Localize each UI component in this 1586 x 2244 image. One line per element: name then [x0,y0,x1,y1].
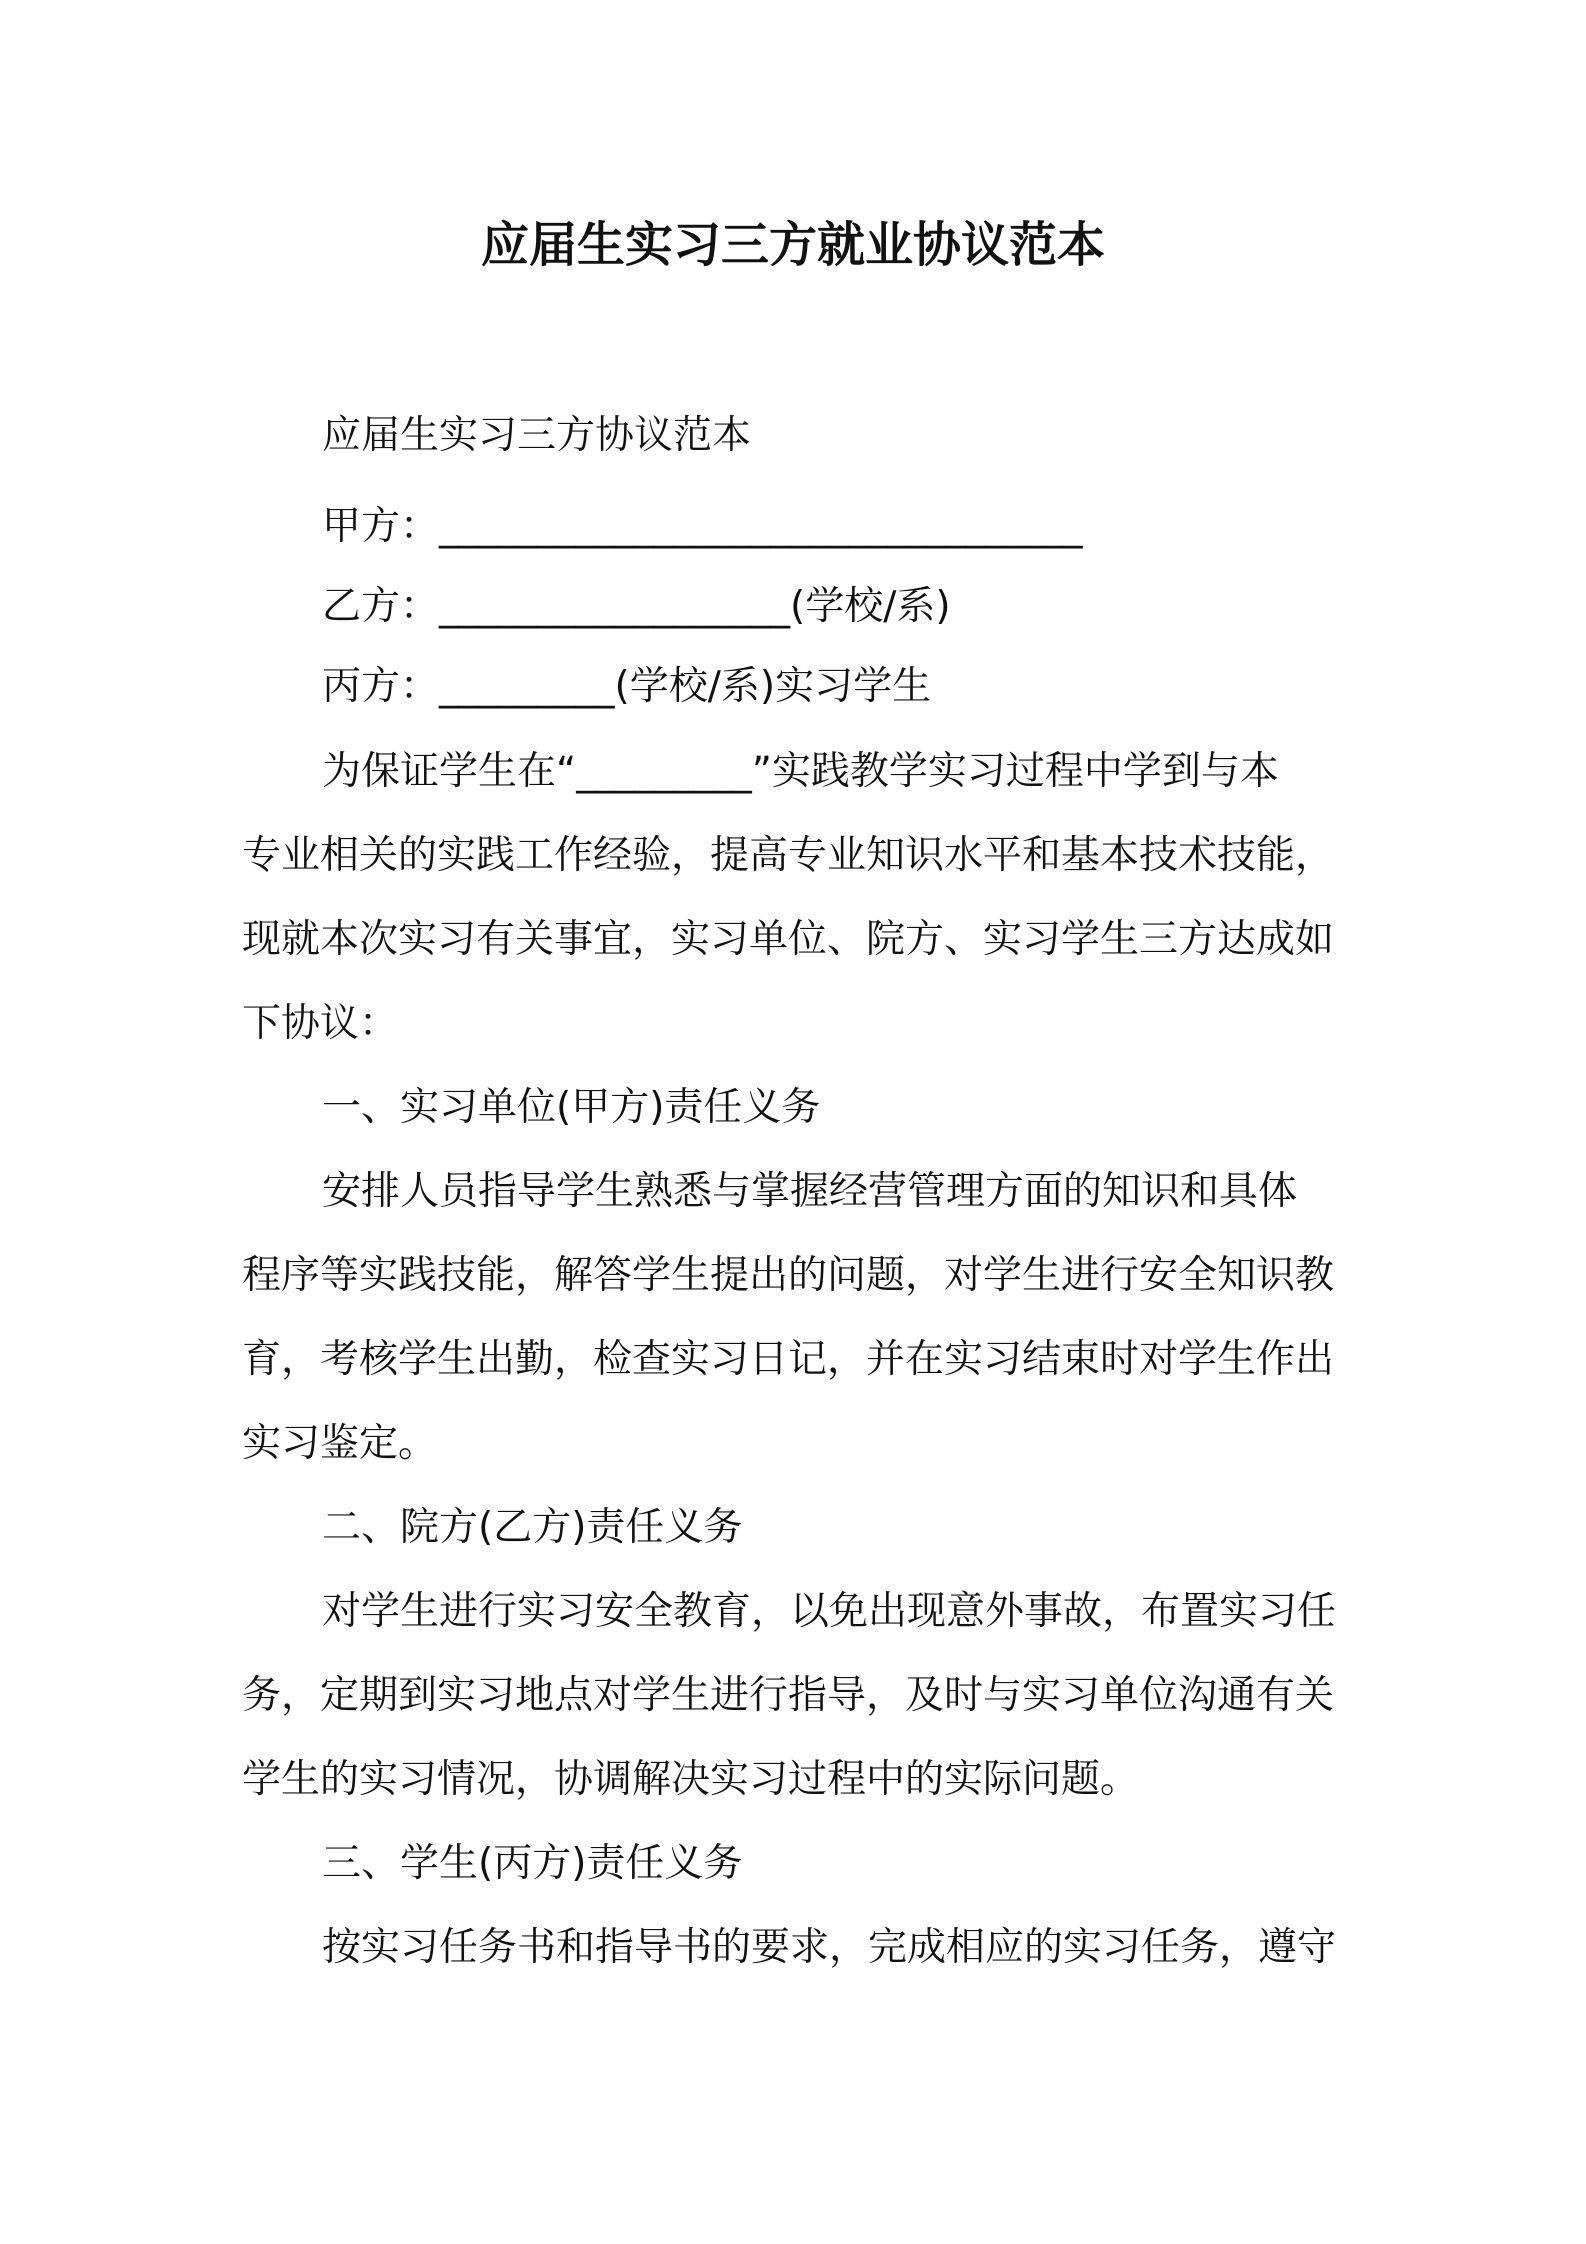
section-2-line: 学生的实习情况，协调解决实习过程中的实际问题。 [242,1757,1140,1802]
party-b-line: 乙方：__________________(学校/系) [322,584,951,629]
section-3-line: 按实习任务书和指导书的要求，完成相应的实习任务，遵守 [322,1925,1337,1970]
party-a-line: 甲方：_________________________________ [322,504,1083,549]
section-1-line: 实习鉴定。 [242,1421,438,1466]
section-1-line: 程序等实践技能，解答学生提出的问题，对学生进行安全知识教 [242,1253,1335,1298]
intro-line: 为保证学生在“_________”实践教学实习过程中学到与本 [322,749,1279,794]
document-title: 应届生实习三方就业协议范本 [480,217,1105,273]
section-2-line: 务，定期到实习地点对学生进行指导，及时与实习单位沟通有关 [242,1673,1335,1718]
party-c-line: 丙方：_________(学校/系)实习学生 [322,664,932,709]
section-3-heading: 三、学生(丙方)责任义务 [322,1841,743,1886]
section-1-line: 安排人员指导学生熟悉与掌握经营管理方面的知识和具体 [322,1169,1298,1214]
intro-line: 专业相关的实践工作经验，提高专业知识水平和基本技术技能， [242,833,1335,878]
intro-line: 下协议： [242,1001,399,1046]
section-2-heading: 二、院方(乙方)责任义务 [322,1505,743,1550]
section-1-line: 育，考核学生出勤，检查实习日记，并在实习结束时对学生作出 [242,1337,1335,1382]
section-2-line: 对学生进行实习安全教育，以免出现意外事故，布置实习任 [322,1589,1337,1634]
document-subtitle: 应届生实习三方协议范本 [322,413,752,458]
section-1-heading: 一、实习单位(甲方)责任义务 [322,1085,821,1130]
intro-line: 现就本次实习有关事宜，实习单位、院方、实习学生三方达成如 [242,917,1335,962]
